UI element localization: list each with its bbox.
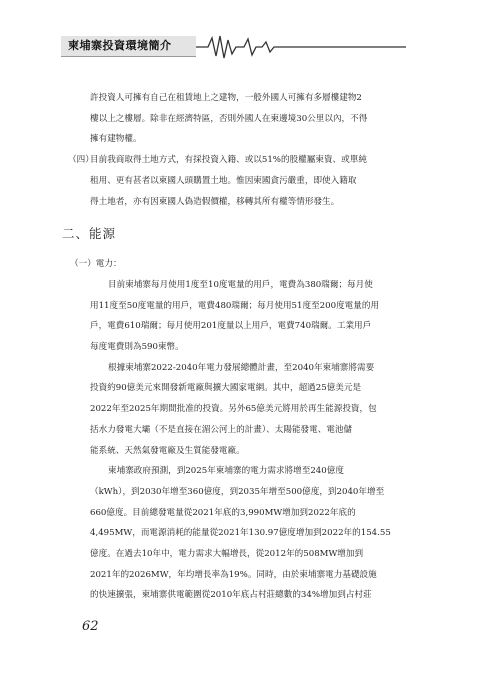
paragraph-power-plan — [68, 358, 428, 462]
text-line: 擁有建物權。 — [90, 134, 142, 145]
text-line: 660億度。目前總發電量從2021年底的3,990MW增加到2022年底的 — [90, 507, 356, 518]
header-title: 柬埔寨投資環境簡介 — [68, 39, 172, 52]
text-line: 根據柬埔寨2022-2040年電力發展總體計畫，至2040年柬埔寨將需要 — [108, 362, 375, 373]
text-line: 目前柬埔寨每月使用1度至10度電量的用戶，電費為380瑞爾；每月使 — [108, 279, 373, 290]
text-line: 億度。在過去10年中，電力需求大幅增長，從2012年的508MW增加到 — [90, 549, 364, 560]
text-line: 柬埔寨政府預測，到2025年柬埔寨的電力需求將增至240億度 — [108, 466, 344, 477]
text-line: 每度電費則為590柬幣。 — [90, 342, 184, 353]
item-4 — [68, 150, 428, 212]
text-line: 括水力發電大壩（不是直接在湄公河上的計畫）、太陽能發電、電池儲 — [90, 424, 353, 435]
text-line: 用11度至50度電量的用戶，電費480瑞爾；每月使用51度至200度電量的用 — [90, 300, 380, 311]
paragraph-electricity-rates — [68, 275, 428, 358]
text-line: 投資約90億美元來開發新電廠與擴大國家電網。其中，超過25億美元是 — [90, 383, 362, 394]
page-number: 62 — [82, 619, 99, 634]
text-line: 的快速擴張，柬埔寨供電範圍從2010年底占村莊總數的34%增加到占村莊 — [90, 590, 372, 601]
text-line: 能系統、天然氣發電廠及生質能發電廠。 — [90, 445, 245, 456]
text-line: 4,495MW，而電源消耗的能量從2021年130.97億度增加到2022年的154.55 — [90, 528, 391, 539]
pulse-line-icon — [196, 34, 406, 60]
text-line: 許投資人可擁有自己在租賃地上之建物，一般外國人可擁有多層樓建物2 — [90, 93, 362, 103]
text-line: 樓以上之樓層。除非在經濟特區，否則外國人在柬邊境30公里以內，不得 — [90, 113, 368, 124]
text-line: 目前我商取得土地方式，有採投資入籍、或以51%的股權屬柬資、或單純 — [90, 155, 367, 166]
paragraph-power-demand — [68, 461, 428, 606]
text-line: 2022年至2025年期間批准的投資。另外65億美元將用於再生能源投資，包 — [90, 404, 377, 415]
item-4-number: （四） — [68, 155, 94, 166]
text-line: 租用、更有甚者以柬國人頭購置土地。惟因柬國貪污嚴重，即使入籍取 — [90, 175, 357, 186]
section-heading-energy: 二、能源 — [62, 226, 117, 242]
continued-paragraph — [68, 88, 428, 150]
text-line: 戶，電費610瑞爾；每月使用201度量以上用戶，電費740瑞爾。工業用戶 — [90, 321, 372, 332]
page-body — [62, 88, 428, 606]
subsection-electricity-label: （一）電力： — [70, 259, 122, 270]
text-line: （kWh），到2030年增至360億度，到2035年增至500億度，到2040年增至 — [90, 486, 385, 497]
text-line: 2021年的2026MW，年均增長率為19%。同時，由於柬埔寨電力基礎設施 — [90, 569, 377, 580]
text-line: 得土地者，亦有因柬國人偽造假價權，移轉其所有權等情形發生。 — [90, 196, 340, 207]
